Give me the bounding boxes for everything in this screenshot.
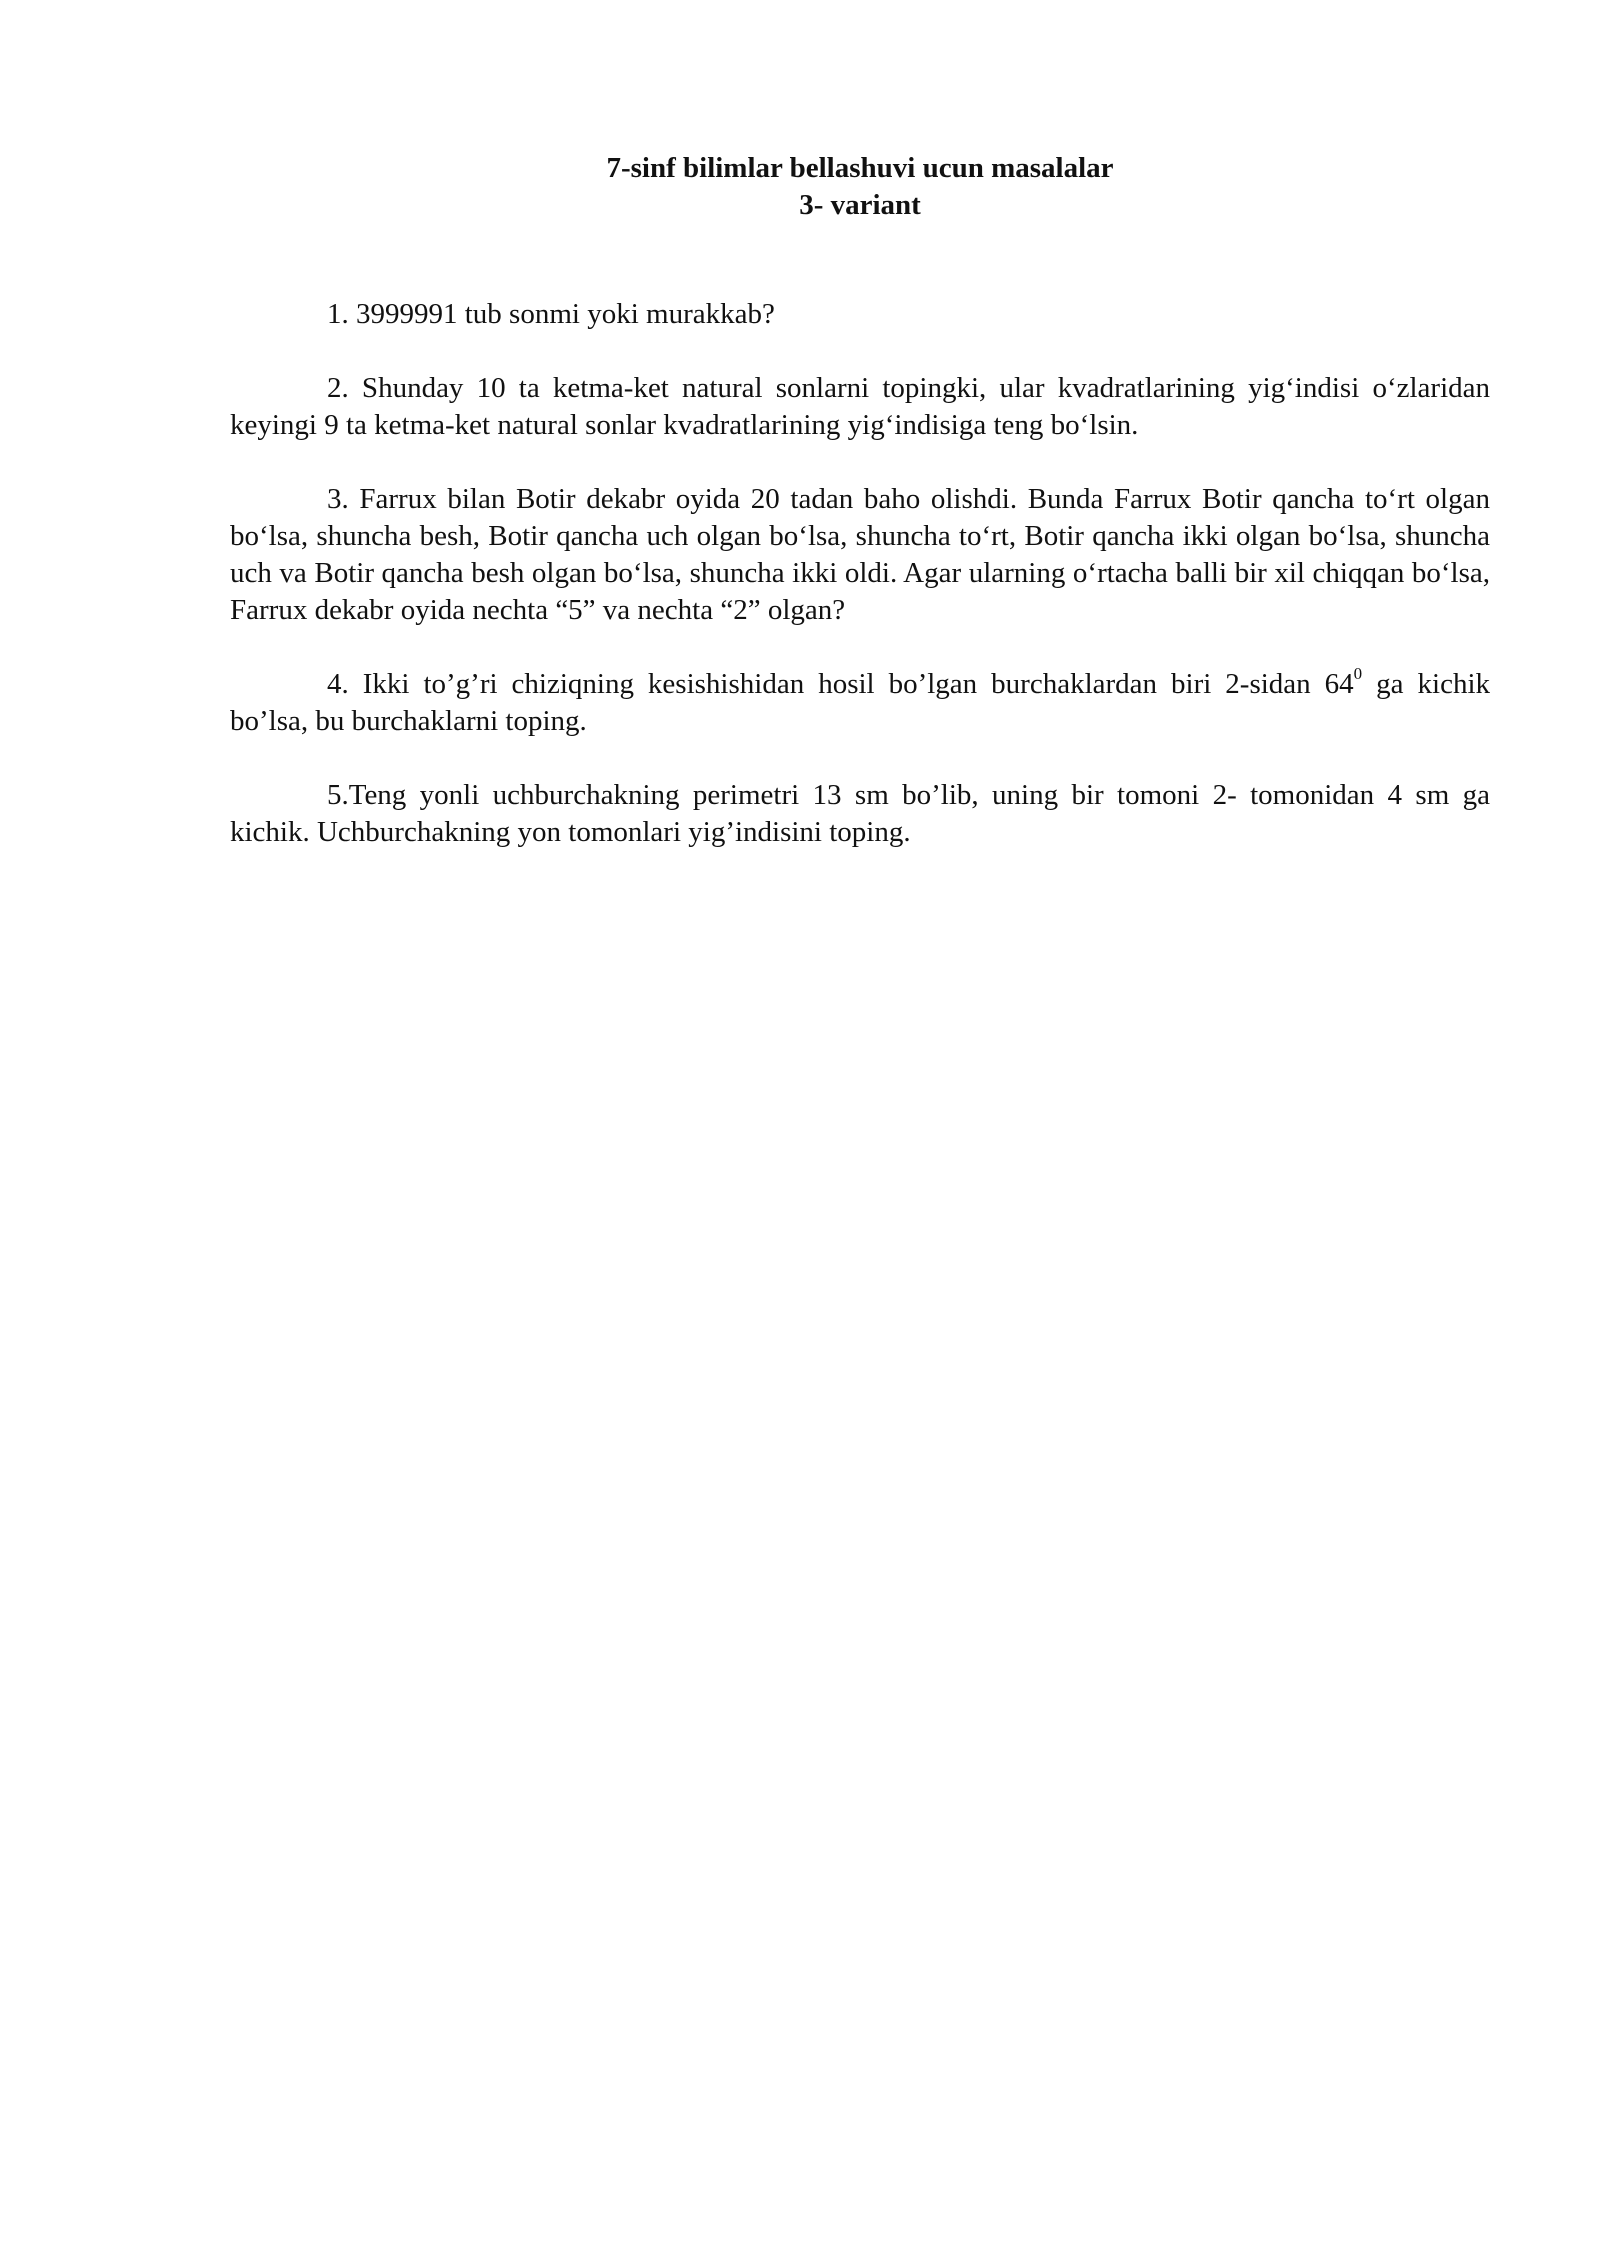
problem-4-text-end: ga kichik bo’lsa, bu burchaklarni toping. xyxy=(230,668,1490,737)
problem-3: 3. Farrux bilan Botir dekabr oyida 20 tadan baho olishdi. Bunda Farrux Botir qancha to‘rt olgan bo‘lsa, shuncha besh, Botir qancha uch olgan bo‘lsa, shuncha to‘rt, Botir qancha ikki olgan bo‘lsa, shuncha uch va Botir qancha besh olgan bo‘lsa, shuncha ikki oldi. Agar ularning o‘rtacha balli bir xil chiqqan bo‘lsa, Farrux dekabr oyida nechta “5” va nechta “2” olgan? xyxy=(230,483,1490,626)
problem-4-text-start: 4. Ikki to’g’ri chiziqning kesishishidan hosil bo’lgan burchaklardan biri 2-sidan 64 xyxy=(327,668,1354,700)
document-heading xyxy=(230,150,1490,224)
degree-superscript: 0 xyxy=(1353,664,1363,684)
problem-1: 1. 3999991 tub sonmi yoki murakkab? xyxy=(327,298,775,330)
problem-5: 5.Teng yonli uchburchakning perimetri 13 sm bo’lib, uning bir tomoni 2- tomonidan 4 sm ga kichik. Uchburchakning yon tomonlari yig’indisini toping. xyxy=(230,779,1490,848)
document-subtitle: 3- variant xyxy=(799,189,921,221)
problem-2: 2. Shunday 10 ta ketma-ket natural sonlarni topingki, ular kvadratlarining yig‘indisi o‘zlaridan keyingi 9 ta ketma-ket natural sonlar kvadratlarining yig‘indisiga teng bo‘lsin. xyxy=(230,372,1490,441)
problem-list xyxy=(230,296,1490,888)
problem-4 xyxy=(230,666,1490,740)
document-title: 7-sinf bilimlar bellashuvi ucun masalalar xyxy=(606,152,1114,184)
